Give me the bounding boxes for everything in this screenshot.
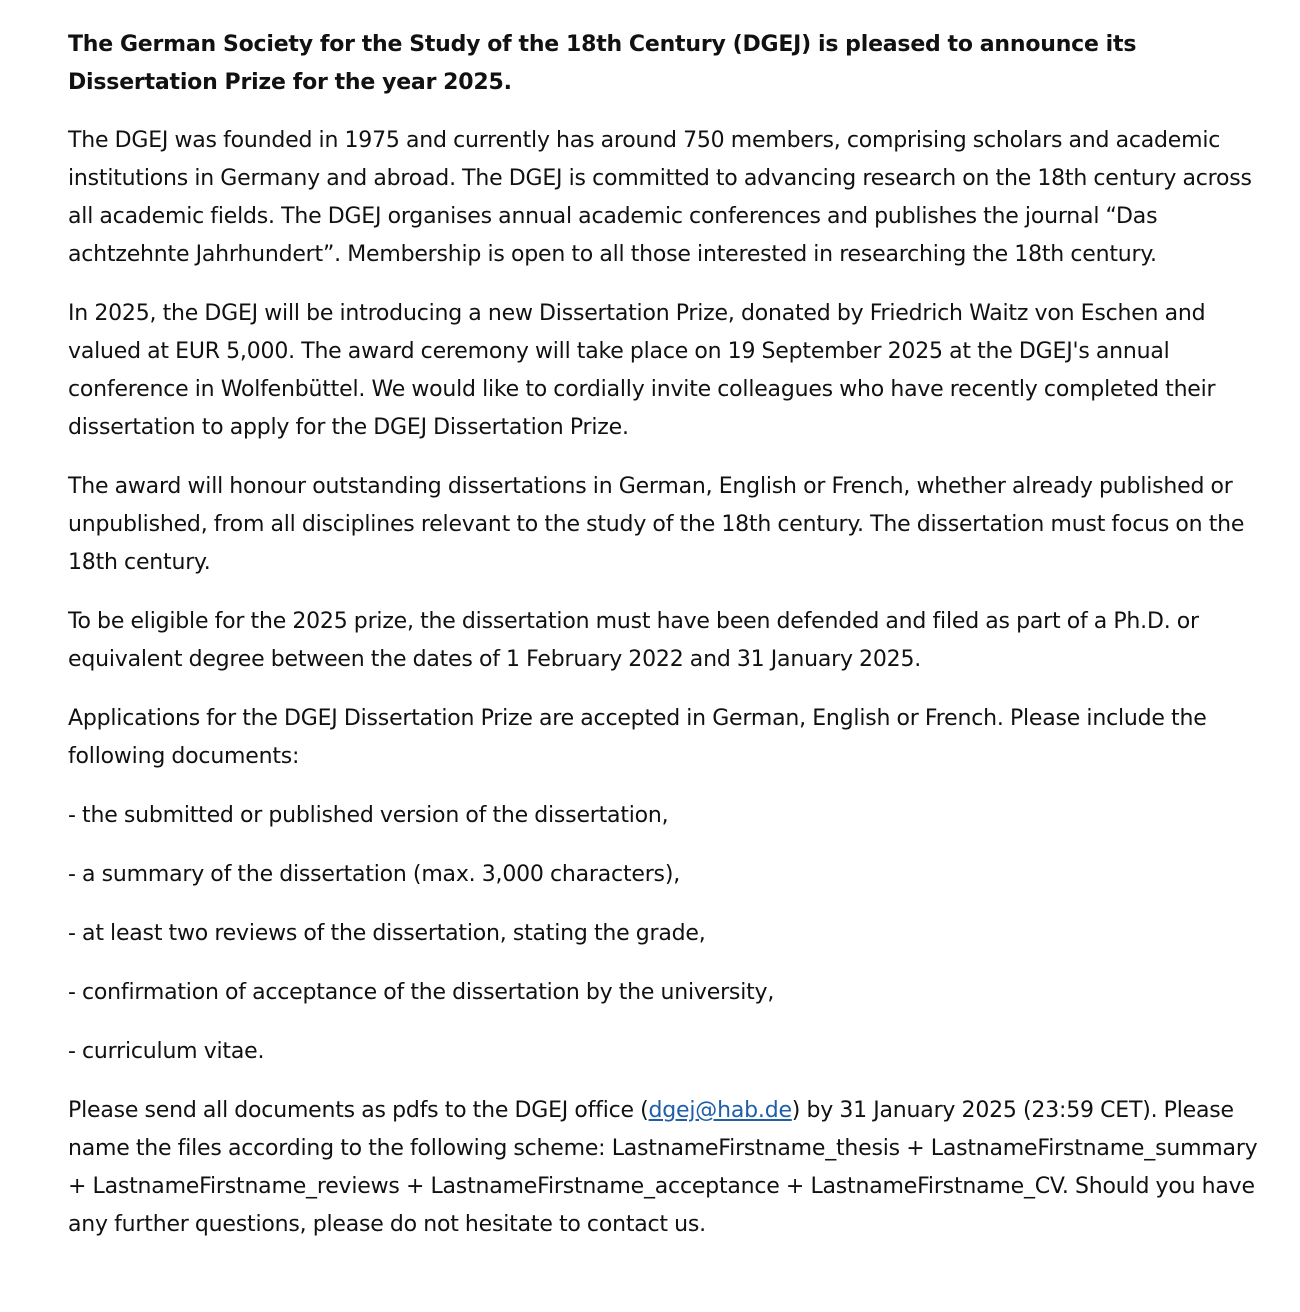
document-page: [68, 26, 1268, 1265]
list-item: - confirmation of acceptance of the dissertation by the university,: [68, 980, 775, 1005]
closing-text-after: ) by 31 January 2025 (23:59 CET). Please name the files according to the following scheme: LastnameFirstname_thesis + LastnameFirstname_summary + LastnameFirstname_reviews + LastnameFirstname_acceptance + LastnameFirstname_CV. Should you have any further questions, please do not hesitate to contact us.: [68, 1098, 1258, 1237]
email-link[interactable]: dgej@hab.de: [648, 1098, 792, 1123]
paragraph-honour: The award will honour outstanding dissertations in German, English or French, whether already published or unpublished, from all disciplines relevant to the study of the 18th century. The dissertation must focus on the 18th century.: [68, 474, 1245, 575]
paragraph-closing: [68, 1092, 1268, 1244]
heading-line-2: Dissertation Prize for the year 2025.: [68, 70, 512, 95]
paragraph-about: The DGEJ was founded in 1975 and currently has around 750 members, comprising scholars and academic institutions in Germany and abroad. The DGEJ is committed to advancing research on the 18th century across all academic fields. The DGEJ organises annual academic conferences and publishes the journal “Das achtzehnte Jahrhundert”. Membership is open to all those interested in researching the 18th century.: [68, 128, 1252, 267]
list-item: - curriculum vitae.: [68, 1039, 265, 1064]
paragraph-applications: Applications for the DGEJ Dissertation Prize are accepted in German, English or French. Please include the following documents:: [68, 706, 1207, 769]
list-item: - a summary of the dissertation (max. 3,000 characters),: [68, 862, 680, 887]
list-item: - at least two reviews of the dissertation, stating the grade,: [68, 921, 706, 946]
paragraph-prize: In 2025, the DGEJ will be introducing a new Dissertation Prize, donated by Friedrich Waitz von Eschen and valued at EUR 5,000. The award ceremony will take place on 19 September 2025 at the DGEJ's annual conference in Wolfenbüttel. We would like to cordially invite colleagues who have recently completed their dissertation to apply for the DGEJ Dissertation Prize.: [68, 301, 1216, 440]
documents-list: [68, 797, 1268, 1071]
heading-line-1: The German Society for the Study of the 18th Century (DGEJ) is pleased to announce its: [68, 32, 1137, 57]
closing-text-before: Please send all documents as pdfs to the DGEJ office (: [68, 1098, 649, 1123]
list-item: - the submitted or published version of the dissertation,: [68, 803, 669, 828]
announcement-heading: [68, 26, 1268, 102]
paragraph-eligibility: To be eligible for the 2025 prize, the dissertation must have been defended and filed as part of a Ph.D. or equivalent degree between the dates of 1 February 2022 and 31 January 2025.: [68, 609, 1199, 672]
